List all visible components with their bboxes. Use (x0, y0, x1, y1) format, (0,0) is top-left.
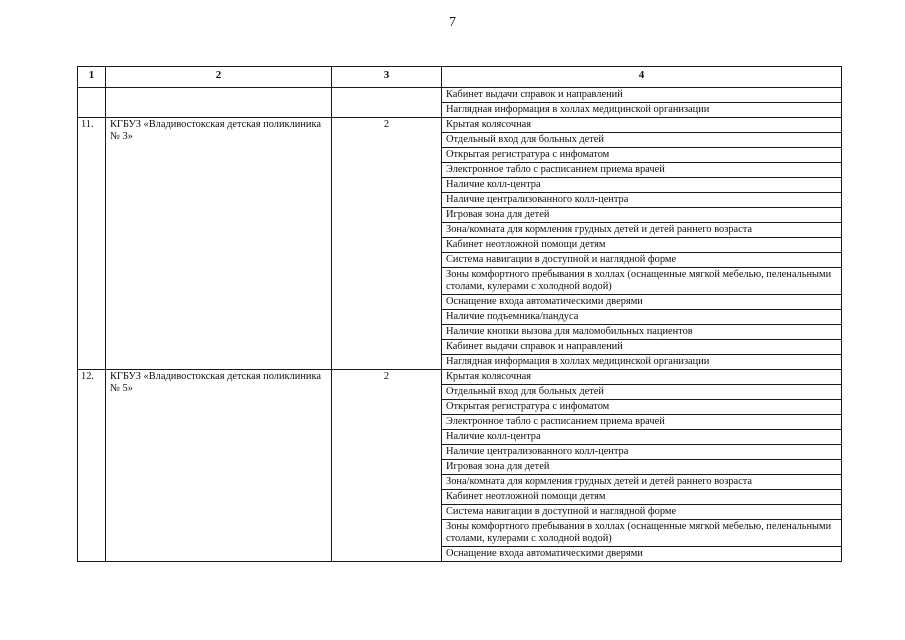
item-cell: Оснащение входа автоматическими дверями (442, 547, 842, 562)
item-cell: Крытая колясочная (442, 118, 842, 133)
item-cell: Наличие колл-центра (442, 430, 842, 445)
continuation-name-cell (106, 88, 332, 118)
item-cell: Игровая зона для детей (442, 208, 842, 223)
category-cell: 2 (332, 118, 442, 370)
item-cell: Игровая зона для детей (442, 460, 842, 475)
table-header-row (78, 67, 842, 88)
item-cell: Система навигации в доступной и наглядной форме (442, 505, 842, 520)
item-cell: Наглядная информация в холлах медицинской организации (442, 355, 842, 370)
item-cell: Зоны комфортного пребывания в холлах (оснащенные мягкой мебелью, пеленальными столами, кулерами с холодной водой) (442, 520, 842, 547)
header-col-3: 3 (332, 67, 442, 88)
table-row (78, 370, 842, 385)
organization-name-cell: КГБУЗ «Владивостокская детская поликлиника № 5» (106, 370, 332, 562)
item-cell: Наличие колл-центра (442, 178, 842, 193)
item-cell: Зоны комфортного пребывания в холлах (оснащенные мягкой мебелью, пеленальными столами, кулерами с холодной водой) (442, 268, 842, 295)
item-cell: Наличие подъемника/пандуса (442, 310, 842, 325)
facilities-table (77, 66, 842, 562)
item-cell: Наличие кнопки вызова для маломобильных пациентов (442, 325, 842, 340)
continuation-category-cell (332, 88, 442, 118)
item-cell: Электронное табло с расписанием приема врачей (442, 163, 842, 178)
item-cell: Кабинет неотложной помощи детям (442, 490, 842, 505)
row-number-cell: 11. (78, 118, 106, 370)
table-row (78, 88, 842, 103)
table-row (78, 118, 842, 133)
header-col-1: 1 (78, 67, 106, 88)
category-cell: 2 (332, 370, 442, 562)
item-cell: Система навигации в доступной и наглядной форме (442, 253, 842, 268)
item-cell: Зона/комната для кормления грудных детей и детей раннего возраста (442, 223, 842, 238)
item-cell: Отдельный вход для больных детей (442, 385, 842, 400)
row-number-cell: 12. (78, 370, 106, 562)
item-cell: Кабинет неотложной помощи детям (442, 238, 842, 253)
item-cell: Наглядная информация в холлах медицинской организации (442, 103, 842, 118)
item-cell: Открытая регистратура с инфоматом (442, 400, 842, 415)
table-body (78, 88, 842, 562)
item-cell: Открытая регистратура с инфоматом (442, 148, 842, 163)
page-number: 7 (449, 15, 456, 30)
item-cell: Кабинет выдачи справок и направлений (442, 340, 842, 355)
header-col-2: 2 (106, 67, 332, 88)
item-cell: Наличие централизованного колл-центра (442, 445, 842, 460)
item-cell: Зона/комната для кормления грудных детей и детей раннего возраста (442, 475, 842, 490)
header-col-4: 4 (442, 67, 842, 88)
item-cell: Кабинет выдачи справок и направлений (442, 88, 842, 103)
item-cell: Отдельный вход для больных детей (442, 133, 842, 148)
item-cell: Крытая колясочная (442, 370, 842, 385)
item-cell: Наличие централизованного колл-центра (442, 193, 842, 208)
item-cell: Оснащение входа автоматическими дверями (442, 295, 842, 310)
item-cell: Электронное табло с расписанием приема врачей (442, 415, 842, 430)
continuation-number-cell (78, 88, 106, 118)
organization-name-cell: КГБУЗ «Владивостокская детская поликлиника № 3» (106, 118, 332, 370)
